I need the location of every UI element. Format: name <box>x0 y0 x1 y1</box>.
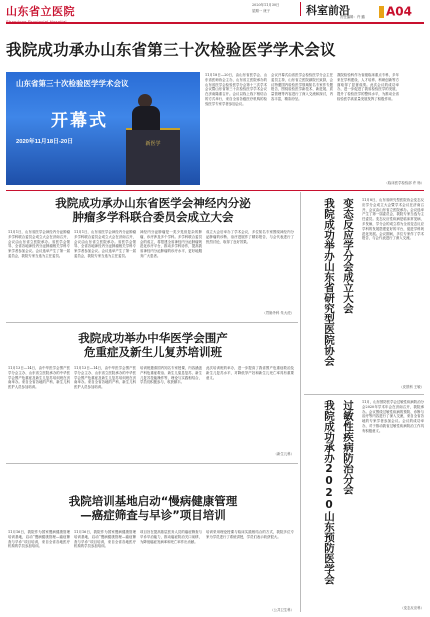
photo-date: 2020年11月18日-20日 <box>16 139 74 145</box>
section-divider-3 <box>6 463 298 464</box>
article4-credit: （公共卫生科） <box>270 608 294 612</box>
sidebar2-body: 11月，山东预防医学会过敏性疾病防治分会2020年学术年会在济南召开，我院承办。会议围绕过敏性疾病的预防、诊断与治疗等内容进行了深入交流，来自全省各地的专家学者参加会议。会议的成功举办，对于推动我省过敏性疾病防治工作具有积极意义。 <box>362 400 424 433</box>
sidebar1-body: 11月8日，山东省研究型医院协会变态反应学分会成立大会暨学术会议在济南召开，会议由山东省立医院承办。会议选举产生了第一届委员会，我院专家当选为主任委员。变态反应性疾病是临床常见病、多发病，学分会的成立将为全省变态反应学科的发展搭建更好的平台，促进学科规范化发展。会议期间，多位专家作了学术报告，与会代表进行了深入交流。 <box>362 198 424 241</box>
page-number-badge <box>379 1 427 17</box>
article4-col2: 项目旨在提高基层医务人员的癌症筛查与早诊早治能力，推动癌症防治关口前移，为降低癌症发病率和死亡率作出贡献。 <box>140 530 202 544</box>
article2-col3: 成立大会后举办了学术会议，多位知名专家围绕神经内分泌肿瘤的诊断、治疗进展作了精彩报告，与会代表进行了热烈讨论，取得了良好效果。 <box>206 230 294 244</box>
article3-col1: 11月13日—14日，由中华医学会围产医学分会主办、山东省立医院承办的中华医学会围产危重症及新生儿复苏培训班在济南举办。来自全省各地的产科、新生儿科医护人员参加培训。 <box>8 366 70 390</box>
weekday-line: 星期一 庚子 <box>252 9 271 13</box>
sidebar1-headline2: 我院成功举办山东省研究型医院协会 <box>323 198 335 366</box>
photo-caption: 开幕式 <box>51 111 108 131</box>
article1-col2: 会议开幕式由省医学会检验医学分会主任委员主持，山东省立医院副院长致辞，会议特邀国内检验医学领域知名专家作专题报告，围绕检验医学新技术、新进展、质量管理等内容进行了深入交流和探讨，内容丰富，精彩纷呈。 <box>271 73 333 101</box>
section-title: 科室前沿 <box>306 4 350 17</box>
date-line: 2020年11月30日 <box>252 3 280 7</box>
article4-col1: 11月16日，我院作为国家慢病健康管理培训基地，启动“慢病健康管理—癌症筛查与早诊”项目培训，来自全省各地医疗机构的学员参加培训。 <box>8 530 70 549</box>
article4-headline: 我院培训基地启动“慢病健康管理 —癌症筛查与早诊”项目培训 <box>68 494 238 522</box>
masthead-divider <box>300 2 301 16</box>
podium <box>126 128 180 185</box>
article2-col1: 11月1日，山东省医学会神经内分泌肿瘤多学科联合委员会成立大会在济南召开，会议由山东省立医院承办。省医学会领导、全省各地神经内分泌肿瘤相关学科专家学者参加会议。会议选举产生了第一届委员会，我院专家当选为主任委员。 <box>8 230 70 258</box>
sidebar1-headline: 变态反应学分会成立大会 <box>342 198 354 314</box>
section-divider-2 <box>6 322 298 323</box>
sidebar2-headline2: 我院成功承办2020山东预防医学会 <box>323 400 335 585</box>
article3-headline: 我院成功举办中华医学会围产 危重症及新生儿复苏培训班 <box>78 331 228 359</box>
article4-col3: 培训采用理论授课与临床实践相结合的方式，我院多位专家为学员进行了系统讲授，学员们表示收获很大。 <box>206 530 294 539</box>
sidebar1-credit: （皮肤科 王敏） <box>399 385 424 389</box>
article3-col2: 培训班邀请国内知名专家授课，内容涵盖产科危重症救治、新生儿窒息复苏、新生儿复苏技能操作等，理论与实践相结合，学员们积极参与，收获颇丰。 <box>140 366 202 385</box>
editor-line: 责任编辑：许 璐 <box>340 15 365 19</box>
podium-label: 新医学 <box>145 141 161 147</box>
sidebar2-headline: 过敏性疾病防治分会 <box>342 400 354 495</box>
sidebar-divider <box>300 192 301 612</box>
speaker-body <box>132 106 160 130</box>
article2-credit: （胃肠外科 朱大虎） <box>262 311 294 315</box>
article3-col3: 此次培训班的举办，进一步提高了我省围产危重症救治及新生儿复苏水平，对降低孕产妇和新生儿死亡率具有重要意义。 <box>206 366 294 380</box>
conference-photo <box>6 72 200 185</box>
main-headline: 我院成功承办山东省第三十次检验医学学术会议 <box>6 41 336 59</box>
hospital-logo <box>6 3 75 24</box>
article2-headline: 我院成功承办山东省医学会神经内分泌 肿瘤多学科联合委员会成立大会 <box>55 196 251 224</box>
page-number: A04 <box>386 4 412 19</box>
photo-banner: 山东省第三十次检验医学学术会议 <box>16 79 129 88</box>
masthead-rule <box>6 22 424 24</box>
article2-col1b: 11月1日，山东省医学会神经内分泌肿瘤多学科联合委员会成立大会在济南召开，会议由山东省立医院承办。省医学会领导、全省各地神经内分泌肿瘤相关学科专家学者参加会议。会议选举产生了第一届委员会，我院专家当选为主任委员。 <box>74 230 136 258</box>
article3-col1b: 11月13日—14日，由中华医学会围产医学分会主办、山东省立医院承办的中华医学会围产危重症及新生儿复苏培训班在济南举办。来自全省各地的产科、新生儿科医护人员参加培训。 <box>74 366 136 390</box>
sidebar2-credit: （变态反应科） <box>400 606 424 610</box>
article1-credit: （临床医学检验部 许 杨） <box>384 181 424 185</box>
article4-col1b: 11月16日，我院作为国家慢病健康管理培训基地，启动“慢病健康管理—癌症筛查与早诊”项目培训，来自全省各地医疗机构的学员参加培训。 <box>74 530 136 549</box>
section-divider-1 <box>6 190 424 191</box>
hospital-name: 山东省立医院 <box>6 5 75 18</box>
article1-col1: 11月18日—20日，由山东省医学会、山东省医师协会主办，山东省立医院承办的山东省医学会检验医学分会第十三次学术会议暨山东省第三十次检验医学学术会议在济南隆重召开。会议以线上线下相结合的方式举行，来自全省各级医疗机构的检验医学专家学者参加会议。 <box>205 73 267 106</box>
article1-col3: 我院检验科作为省级临床重点专科，多年来在学科建设、人才培养、科研创新等方面取得了显著成绩。此次会议的成功举办，进一步促进了我省检验医学的发展，提升了检验医学的整体水平，为推动全省检验医学高质量发展发挥了积极作用。 <box>337 73 399 101</box>
sidebar-divider-h <box>304 394 424 395</box>
article3-credit: （新生儿科） <box>273 452 294 456</box>
article2-col2: 神经内分泌肿瘤是一类少见但复杂的肿瘤，诊疗涉及多个学科。多学科联合委员会的成立，将搭建全省神经内分泌肿瘤规范化诊疗平台，推动多学科协作，提高我省神经内分泌肿瘤的诊疗水平，更好地服务广大患者。 <box>140 230 202 258</box>
